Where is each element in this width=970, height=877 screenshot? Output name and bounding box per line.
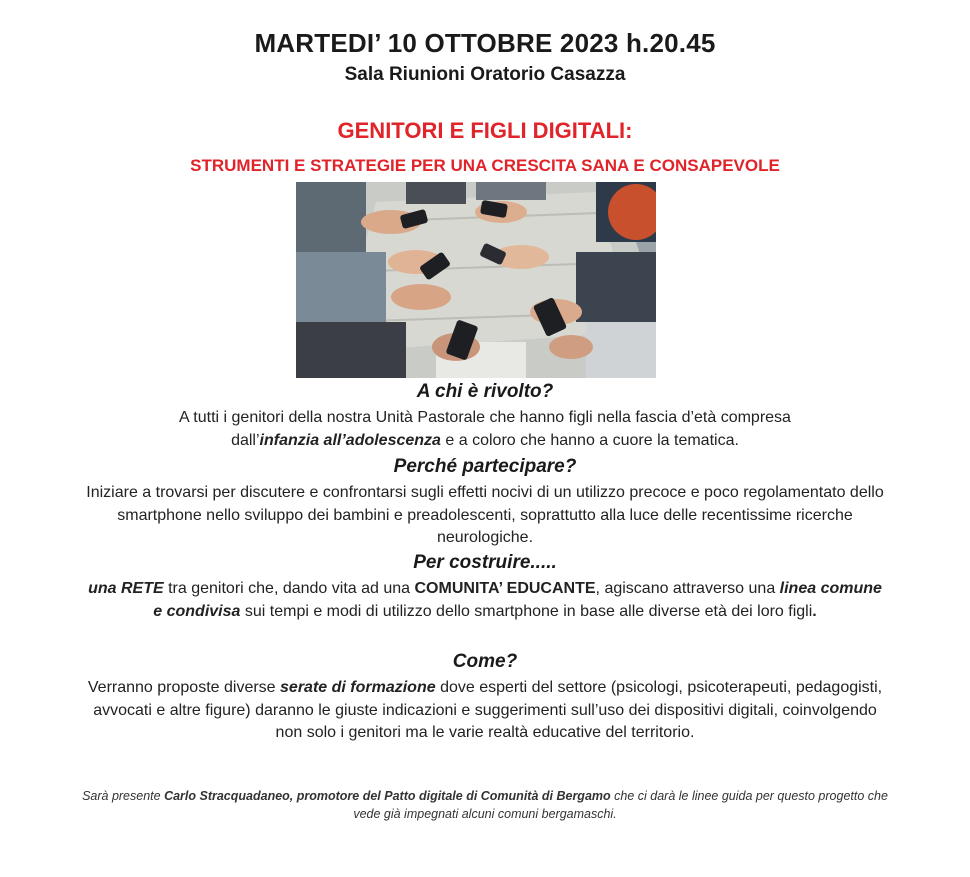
- who-text-2b: infanzia all’adolescenza: [259, 431, 441, 449]
- heading-build: Per costruire.....: [413, 552, 557, 573]
- smartphones-hands-photo: [296, 182, 656, 378]
- build-t7: .: [812, 602, 817, 620]
- footer-note: [80, 787, 890, 823]
- paragraph-who: [80, 407, 890, 452]
- who-text-2a: dall’: [231, 431, 260, 449]
- photo-illustration: [296, 182, 656, 378]
- footer-t3: che ci darà le linee guida per questo progetto che vede già impegnati alcuni comuni bergamaschi.: [353, 789, 888, 821]
- build-t6: sui tempi e modi di utilizzo dello smartphone in base alle diverse età dei loro figli: [240, 602, 813, 620]
- build-t3: COMUNITA’ EDUCANTE: [414, 580, 596, 597]
- heading-why: Perché partecipare?: [393, 456, 577, 477]
- how-t1: Verranno proposte diverse: [87, 679, 281, 696]
- who-text-2c: e a coloro che hanno a cuore la tematica.: [440, 431, 739, 449]
- event-venue: Sala Riunioni Oratorio Casazza: [344, 64, 626, 85]
- build-t4: , agiscano attraverso una: [595, 580, 780, 597]
- build-t2: tra genitori che, dando vita ad una: [163, 580, 415, 597]
- heading-how: Come?: [452, 651, 518, 672]
- event-date-time: MARTEDI’ 10 OTTOBRE 2023 h.20.45: [254, 28, 716, 58]
- event-title: GENITORI E FIGLI DIGITALI:: [337, 118, 633, 143]
- heading-who: A chi è rivolto?: [416, 381, 554, 402]
- paragraph-build: [84, 578, 886, 623]
- who-text-line1: A tutti i genitori della nostra Unità Pastorale che hanno figli nella fascia d’età compresa: [179, 409, 791, 426]
- how-t2: serate di formazione: [280, 679, 436, 696]
- build-t5: linea comune e condivisa: [153, 580, 882, 620]
- paragraph-how: [82, 677, 888, 745]
- paragraph-why: Iniziare a trovarsi per discutere e confrontarsi sugli effetti nocivi di un utilizzo precoce e poco regolamentato dello smartphone nello sviluppo dei bambini e preadolescenti, soprattutto alla luce delle recentissime ricerche neurologiche.: [86, 484, 884, 546]
- how-t3: dove esperti del settore (psicologi, psicoterapeuti, pedagogisti, avvocati e altre figure) daranno le giuste indicazioni e suggerimenti sull’uso dei dispositivi digitali, coinvolgendo non solo i genitori ma le varie realtà educative del territorio.: [93, 679, 883, 741]
- build-t1: una RETE: [88, 580, 164, 597]
- event-subtitle: STRUMENTI E STRATEGIE PER UNA CRESCITA SANA E CONSAPEVOLE: [190, 156, 780, 175]
- footer-t1: Sarà presente: [82, 789, 165, 803]
- footer-t2: Carlo Stracquadaneo, promotore del Patto digitale di Comunità di Bergamo: [164, 789, 611, 803]
